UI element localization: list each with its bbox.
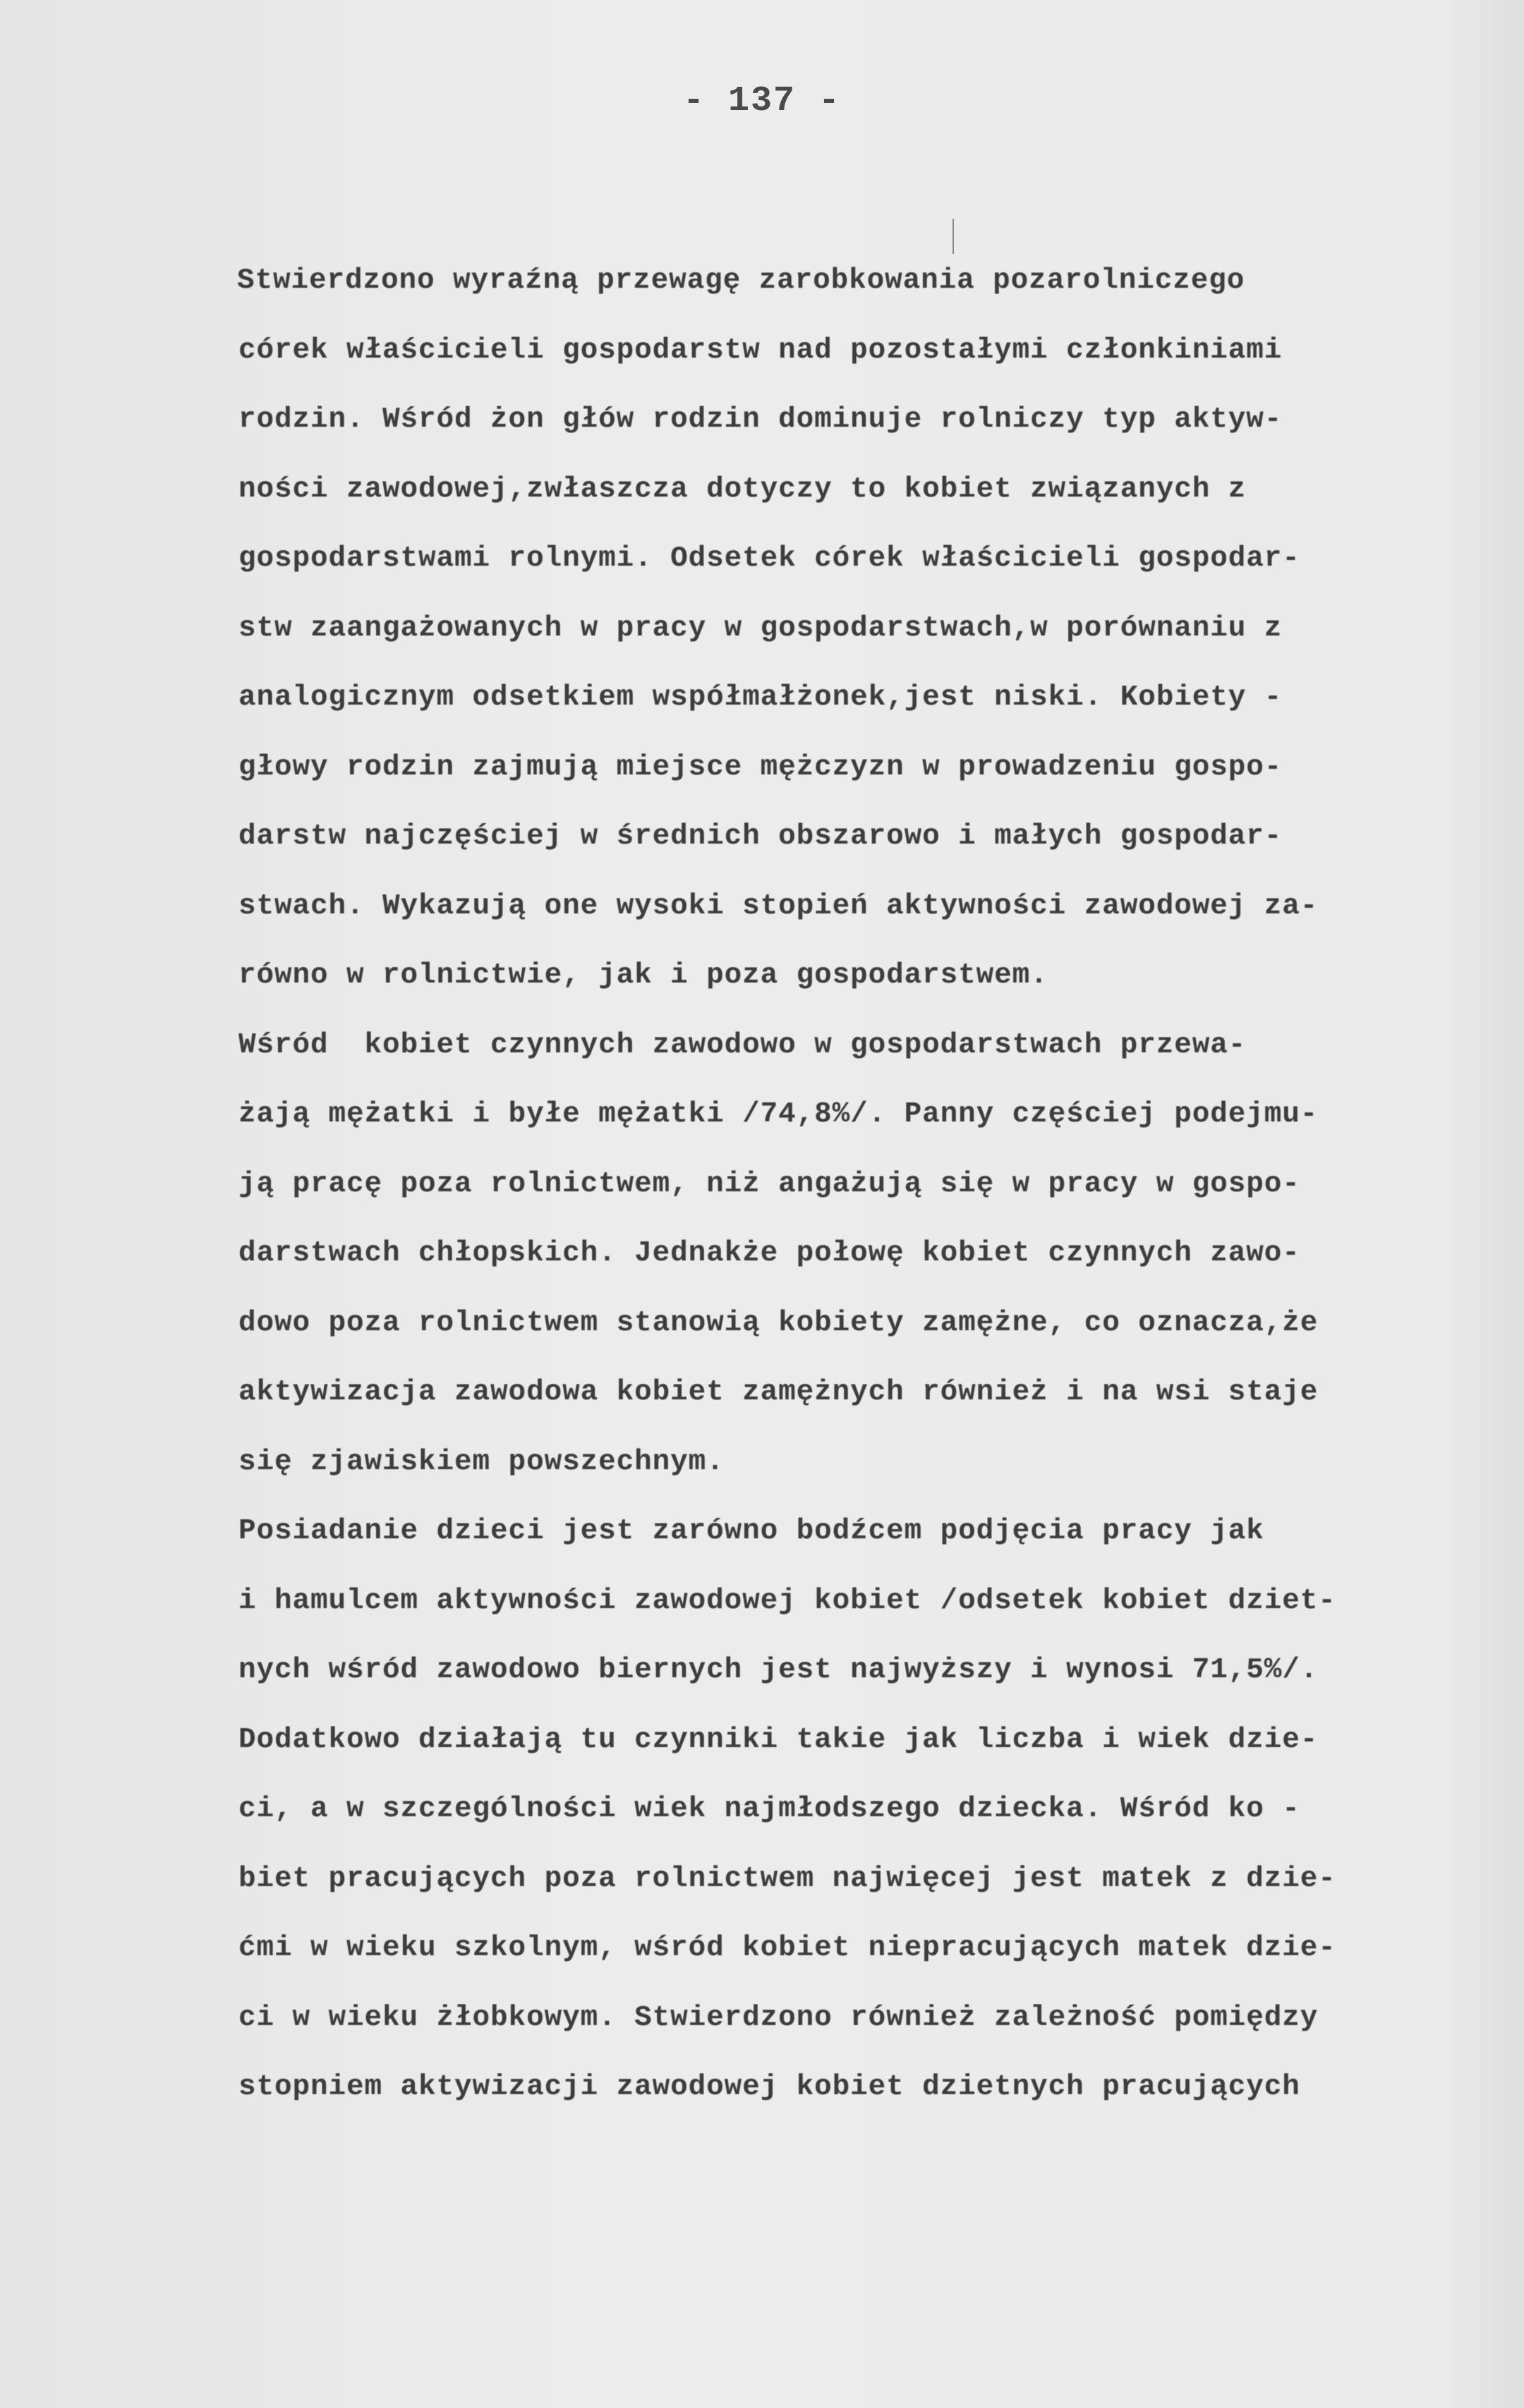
text-line: stopniem aktywizacji zawodowej kobiet dzietnych pracujących bbox=[238, 2071, 1300, 2103]
text-line: darstwach chłopskich. Jednakże połowę kobiet czynnych zawo- bbox=[238, 1237, 1300, 1270]
text-line: stwach. Wykazują one wysoki stopień aktywności zawodowej za- bbox=[238, 889, 1319, 923]
text-line: rodzin. Wśród żon głów rodzin dominuje rolniczy typ aktyw- bbox=[238, 403, 1283, 436]
text-line: aktywizacja zawodowa kobiet zamężnych również i na wsi staje bbox=[238, 1376, 1319, 1409]
text-line: analogicznym odsetkiem współmałżonek,jest niski. Kobiety - bbox=[238, 681, 1283, 714]
pen-mark bbox=[953, 219, 954, 254]
text-line: nych wśród zawodowo biernych jest najwyższy i wynosi 71,5%/. bbox=[238, 1654, 1319, 1686]
text-line: ności zawodowej,zwłaszcza dotyczy to kobiet związanych z bbox=[238, 473, 1247, 506]
page-number: - 137 - bbox=[682, 81, 842, 121]
text-line: ci w wieku żłobkowym. Stwierdzono również zależność pomiędzy bbox=[238, 2001, 1319, 2034]
text-line: i hamulcem aktywności zawodowej kobiet /odsetek kobiet dziet- bbox=[238, 1584, 1336, 1617]
text-line: ćmi w wieku szkolnym, wśród kobiet niepracujących matek dzie- bbox=[238, 1932, 1336, 1964]
text-line: równo w rolnictwie, jak i poza gospodarstwem. bbox=[238, 959, 1048, 992]
text-line: stw zaangażowanych w pracy w gospodarstwach,w porównaniu z bbox=[238, 612, 1283, 645]
text-line: głowy rodzin zajmują miejsce mężczyzn w prowadzeniu gospo- bbox=[238, 750, 1283, 784]
text-line: ją pracę poza rolnictwem, niż angażują się w pracy w gospo- bbox=[238, 1167, 1300, 1200]
text-line: córek właścicieli gospodarstw nad pozostałymi członkiniami bbox=[238, 334, 1283, 367]
text-line: się zjawiskiem powszechnym. bbox=[238, 1445, 725, 1478]
text-line: biet pracujących poza rolnictwem najwięcej jest matek z dzie- bbox=[238, 1862, 1336, 1895]
body-text bbox=[238, 260, 1480, 2136]
text-line: Wśród kobiet czynnych zawodowo w gospodarstwach przewa- bbox=[238, 1028, 1247, 1062]
text-line: Stwierdzono wyraźną przewagę zarobkowania pozarolniczego bbox=[237, 264, 1245, 297]
text-line: gospodarstwami rolnymi. Odsetek córek właścicieli gospodar- bbox=[238, 542, 1300, 575]
text-line: ci, a w szczególności wiek najmłodszego dziecka. Wśród ko - bbox=[238, 1793, 1300, 1825]
text-line: darstw najczęściej w średnich obszarowo i małych gospodar- bbox=[238, 820, 1283, 853]
text-line: Dodatkowo działają tu czynniki takie jak liczba i wiek dzie- bbox=[238, 1723, 1319, 1756]
text-line: Posiadanie dzieci jest zarówno bodźcem podjęcia pracy jak bbox=[238, 1515, 1264, 1547]
text-line: żają mężatki i byłe mężatki /74,8%/. Panny częściej podejmu- bbox=[238, 1098, 1319, 1131]
text-line: dowo poza rolnictwem stanowią kobiety zamężne, co oznacza,że bbox=[238, 1306, 1319, 1339]
